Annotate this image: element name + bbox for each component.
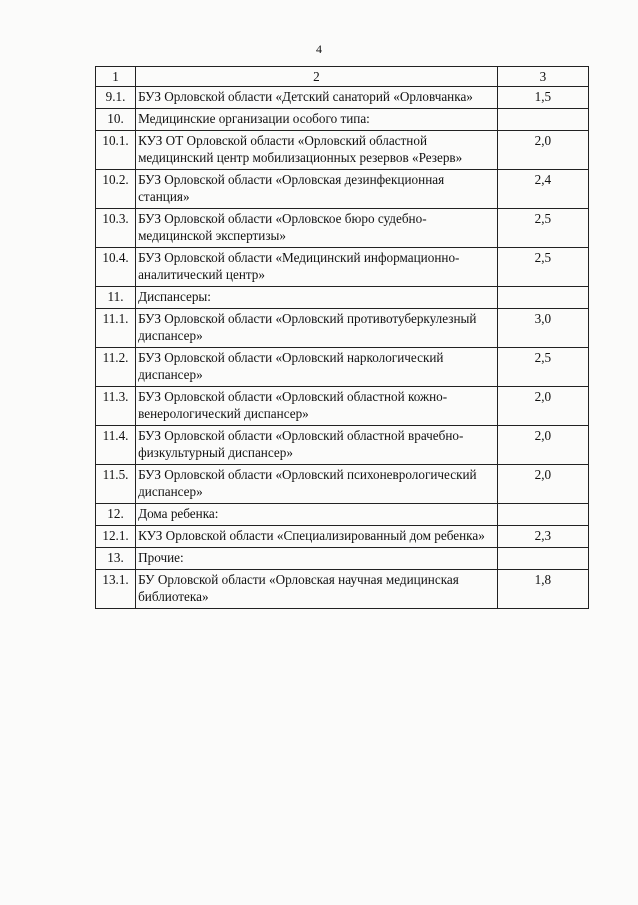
- table-row: [96, 170, 589, 209]
- organization-name: Дома ребенка:: [136, 504, 498, 526]
- coefficient-value: 2,5: [497, 248, 588, 287]
- table-row: [96, 287, 589, 309]
- table-row: [96, 109, 589, 131]
- row-number: 11.: [96, 287, 136, 309]
- row-number: 13.1.: [96, 570, 136, 609]
- table-header-row: [96, 67, 589, 87]
- table-row: [96, 426, 589, 465]
- coefficient-value: 3,0: [497, 309, 588, 348]
- coefficient-value: 1,8: [497, 570, 588, 609]
- table-row: [96, 209, 589, 248]
- header-col-1: 1: [96, 67, 136, 87]
- coefficient-value: 2,5: [497, 209, 588, 248]
- table-row: [96, 465, 589, 504]
- row-number: 11.4.: [96, 426, 136, 465]
- organization-name: Прочие:: [136, 548, 498, 570]
- coefficient-value: 2,4: [497, 170, 588, 209]
- row-number: 11.2.: [96, 348, 136, 387]
- page-number: 4: [316, 42, 322, 56]
- row-number: 10.: [96, 109, 136, 131]
- table-row: [96, 87, 589, 109]
- header-col-3: 3: [497, 67, 588, 87]
- coefficient-value: 2,0: [497, 426, 588, 465]
- row-number: 10.3.: [96, 209, 136, 248]
- organization-name: БУЗ Орловской области «Орловский областной кожно-венерологический диспансер»: [136, 387, 498, 426]
- organizations-table: [95, 66, 589, 609]
- table-row: [96, 504, 589, 526]
- table-row: [96, 131, 589, 170]
- coefficient-value: [497, 548, 588, 570]
- row-number: 10.1.: [96, 131, 136, 170]
- organization-name: БУЗ Орловской области «Орловский противотуберкулезный диспансер»: [136, 309, 498, 348]
- coefficient-value: [497, 504, 588, 526]
- organization-name: БУЗ Орловской области «Орловский областной врачебно-физкультурный диспансер»: [136, 426, 498, 465]
- table-row: [96, 387, 589, 426]
- row-number: 10.4.: [96, 248, 136, 287]
- row-number: 12.: [96, 504, 136, 526]
- organization-name: БУЗ Орловской области «Орловский психоневрологический диспансер»: [136, 465, 498, 504]
- organization-name: БУЗ Орловской области «Орловское бюро судебно-медицинской экспертизы»: [136, 209, 498, 248]
- header-col-2: 2: [136, 67, 498, 87]
- organization-name: БУ Орловской области «Орловская научная медицинская библиотека»: [136, 570, 498, 609]
- coefficient-value: 2,0: [497, 465, 588, 504]
- table-row: [96, 526, 589, 548]
- row-number: 12.1.: [96, 526, 136, 548]
- table-row: [96, 248, 589, 287]
- table-row: [96, 570, 589, 609]
- coefficient-value: 2,3: [497, 526, 588, 548]
- organization-name: БУЗ Орловской области «Орловский наркологический диспансер»: [136, 348, 498, 387]
- coefficient-value: 2,0: [497, 387, 588, 426]
- organization-name: БУЗ Орловской области «Орловская дезинфекционная станция»: [136, 170, 498, 209]
- coefficient-value: 2,5: [497, 348, 588, 387]
- coefficient-value: 1,5: [497, 87, 588, 109]
- coefficient-value: [497, 109, 588, 131]
- row-number: 11.5.: [96, 465, 136, 504]
- row-number: 13.: [96, 548, 136, 570]
- table-row: [96, 548, 589, 570]
- organization-name: Медицинские организации особого типа:: [136, 109, 498, 131]
- table-row: [96, 348, 589, 387]
- coefficient-value: 2,0: [497, 131, 588, 170]
- table-row: [96, 309, 589, 348]
- row-number: 11.1.: [96, 309, 136, 348]
- organization-name: КУЗ ОТ Орловской области «Орловский областной медицинский центр мобилизационных резервов «Резерв»: [136, 131, 498, 170]
- organization-name: БУЗ Орловской области «Медицинский информационно-аналитический центр»: [136, 248, 498, 287]
- row-number: 11.3.: [96, 387, 136, 426]
- row-number: 10.2.: [96, 170, 136, 209]
- coefficient-value: [497, 287, 588, 309]
- row-number: 9.1.: [96, 87, 136, 109]
- organization-name: Диспансеры:: [136, 287, 498, 309]
- organization-name: КУЗ Орловской области «Специализированный дом ребенка»: [136, 526, 498, 548]
- organization-name: БУЗ Орловской области «Детский санаторий «Орловчанка»: [136, 87, 498, 109]
